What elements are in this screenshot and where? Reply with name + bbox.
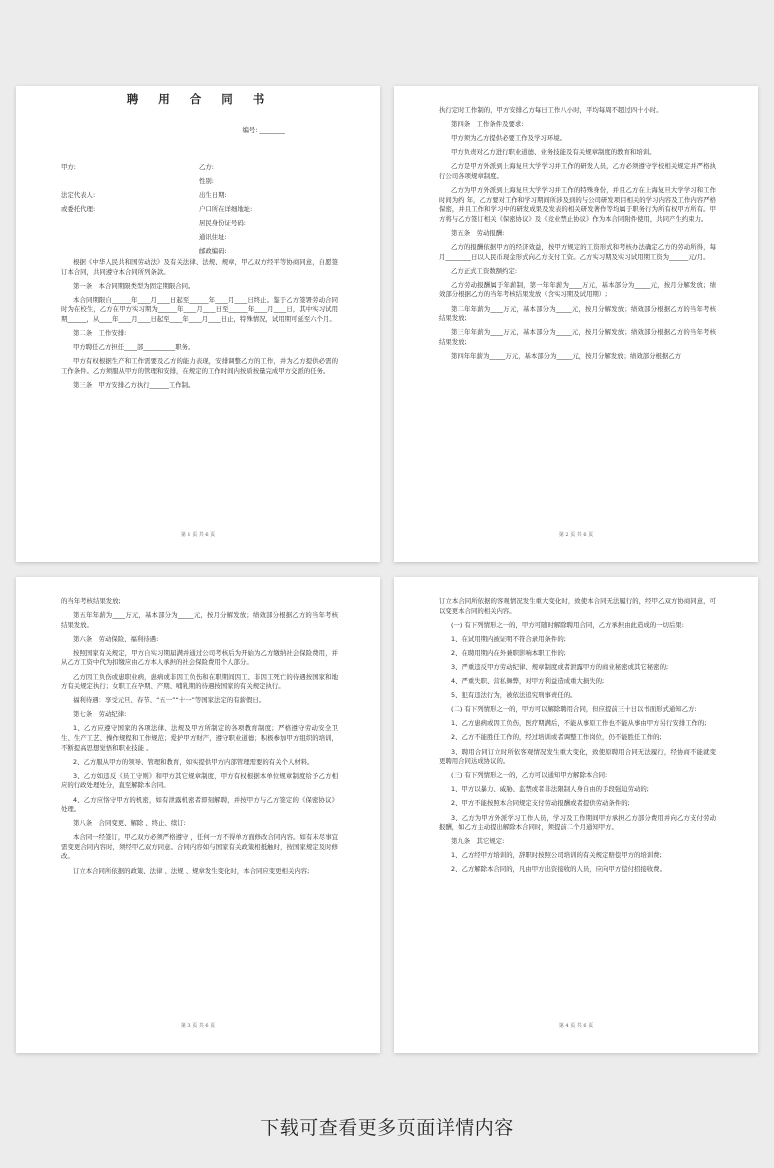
- party-row: [61, 174, 338, 188]
- party-label-left: [61, 244, 199, 258]
- paragraph: 第五年年薪为____万元，基本部分为_____元，按月分解发放；绩效部分根据乙方的当年考核结果发放。: [61, 611, 338, 629]
- paragraph: 甲方负责对乙方进行职业道德、业务技能及有关规章制度的教育和培训。: [451, 148, 656, 157]
- paragraph: 乙方因工负伤或患职业病，患病或非因工负伤和在职期间因工、非因工死亡的待遇按国家和地方有关规定执行；女职工在孕期、产期、哺乳期的待遇按国家的有关规定执行。: [61, 672, 338, 691]
- paragraph: 2、乙方不能胜任工作的，经过培训或者调整工作岗位，仍不能胜任工作的;: [451, 733, 662, 742]
- paragraph: 按照国家有关规定，甲方自实习期届满并通过公司考核后为开始为乙方缴纳社会保险费用，并从乙方工资中代为扣缴应由乙方本人承担的社会保险费用个人部分。: [61, 648, 338, 667]
- party-label-right: 邮政编码:: [199, 247, 227, 255]
- paragraph: 第二年年薪为____万元，基本部分为_____元，按月分解发放；绩效部分根据乙方的当年考核结果发放;: [439, 304, 716, 323]
- paragraph: 4、乙方应恪守甲方的机密，如有泄露机密者即刻解聘，并按甲方与乙方签定的《保密协议》处理。: [61, 795, 338, 814]
- party-label-left: 法定代表人:: [61, 191, 96, 199]
- document-page-2: [394, 86, 758, 562]
- document-page-4: [394, 577, 758, 1053]
- paragraph: 福利待遇：享受元旦、春节、“五一”“十一”等国家法定的有薪假日。: [73, 696, 266, 705]
- paragraph: 第四条 工作条件及要求:: [451, 120, 524, 129]
- paragraph: 1、甲方以暴力、威胁、监禁或者非法限制人身自由的手段强迫劳动的;: [451, 785, 649, 794]
- paragraph: 1、乙方经甲方培训的，辞职时按照公司培训的有关规定赔偿甲方的培训费;: [451, 851, 662, 860]
- paragraph: 本合同一经签订，甲乙双方必须严格遵守 ，任何一方不得单方面修改合同内容。如有未尽事宜需变更合同内容时，须经甲乙双方同意。合同内容如与国家有关政策相抵触时，按国家规定及时修改。: [61, 833, 338, 861]
- party-row: [61, 244, 338, 258]
- paragraph: 3、聘用合同订立时所依客观情况发生重大变化，致使原聘用合同无法履行，经协商不能就变更聘用合同达成协议的。: [439, 747, 716, 766]
- party-label-right: 性别:: [199, 177, 214, 185]
- party-row: [61, 216, 338, 230]
- paragraph: 订立本合同所依据的客观情况发生重大变化时，致使本合同无法履行的，经甲乙双方协商同意，可以变更本合同的相关内容。: [439, 597, 716, 615]
- paragraph: 第九条 其它规定:: [451, 837, 505, 846]
- paragraph: 乙方劳动报酬属于年薪制，第一年年薪为____万元，基本部分为_____元，按月分解发放；绩效部分根据乙方的当年考核结果发放（含实习期及试用期）;: [439, 280, 716, 299]
- page-number: 第 2 页 共 6 页: [558, 532, 594, 538]
- paragraph: 根据《中华人民共和国劳动法》及有关法律、法规、规章，甲乙双方经平等协商同意，自愿签订本合同，共同遵守本合同所列条款。: [61, 258, 338, 276]
- paragraph: 本合同期限自______年____月____日起至______年____月____日终止。鉴于乙方签署劳动合同时为在校生，乙方在甲方实习期为______年____月____日至______年____月____日，其中实习试用期______，从____年____月____日起至____年____月____日止，特殊情况，试用期可延至六个月。: [61, 295, 338, 323]
- page-number: 第 1 页 共 6 页: [180, 532, 216, 538]
- paragraph: 的当年考核结果发放;: [61, 597, 121, 605]
- document-page-3: [16, 577, 380, 1053]
- paragraph: 2、在聘用期内在外兼职影响本职工作的;: [451, 648, 566, 657]
- party-row: [61, 230, 338, 244]
- paragraph: 乙方正式工资数额约定:: [451, 266, 518, 275]
- party-row: [61, 188, 338, 202]
- paragraph: 甲方有权根据生产和工作需要及乙方的能力表现，安排调整乙方的工作，并为乙方提供必需的工作条件。乙方须服从甲方的管理和安排，在规定的工作时间内按质按量完成甲方交派的任务。: [61, 357, 338, 375]
- page-number: 第 4 页 共 6 页: [558, 1023, 594, 1029]
- document-title: 聘 用 合 同 书: [126, 92, 273, 106]
- party-row: [61, 202, 338, 216]
- paragraph: 第五条 劳动报酬:: [451, 228, 505, 237]
- party-label-left: 或委托代理:: [61, 205, 96, 213]
- paragraph: 1、在试用期内被证明不符合录用条件的;: [451, 634, 566, 643]
- page-content: [61, 86, 338, 395]
- party-row: [61, 160, 338, 174]
- paragraph: 第一条 本合同期限类型为固定期限合同。: [73, 281, 195, 290]
- party-info-table: [61, 160, 338, 258]
- party-label-right: 通讯住址:: [199, 233, 227, 241]
- paragraph: 2、乙方解除本合同的，凡由甲方出资接收的人员，应向甲方偿付招接收费。: [451, 865, 666, 874]
- paragraph: 甲方聘任乙方担任____部__________职务。: [73, 343, 195, 352]
- party-label-left: 甲方:: [61, 163, 76, 171]
- paragraph: 1、乙方患病或因工负伤，医疗期满后，不能从事原工作也不能从事由甲方另行安排工作的;: [451, 719, 707, 728]
- party-label-right: 居民身份证号码:: [199, 219, 246, 227]
- paragraph: 第三年年薪为____万元，基本部分为_____元，按月分解发放；绩效部分根据乙方的当年考核结果发放;: [439, 328, 716, 346]
- paragraph: 执行定时工作制的，甲方安排乙方每日工作八小时，平均每周不超过四十小时。: [439, 106, 663, 114]
- paragraph: 第三条 甲方安排乙方执行______工作制。: [73, 380, 195, 389]
- page-paragraphs: [61, 258, 338, 391]
- paragraph: (一) 有下列情形之一的，甲方可随时解除聘用合同，乙方承担由此造成的一切后果:: [451, 620, 684, 629]
- paragraph: 4、严重失职、营私舞弊，对甲方利益造成重大损失的;: [451, 677, 605, 686]
- paragraph: 第二条 工作安排:: [73, 329, 127, 338]
- download-caption: 下载可查看更多页面详情内容: [260, 1117, 514, 1139]
- party-label-right: 出生日期:: [199, 191, 227, 199]
- party-label-left: [61, 174, 199, 188]
- paragraph: (三) 有下列情形之一的，乙方可以通知甲方解除本合同:: [451, 771, 608, 780]
- page-paragraphs: [439, 597, 716, 879]
- party-label-left: [61, 230, 199, 244]
- party-label-left: [61, 216, 199, 230]
- document-page-1: [16, 86, 380, 562]
- paragraph: 2、乙方服从甲方的领导、管理和教育，如实提供甲方内部管理需要的有关个人材料。: [73, 757, 314, 766]
- paragraph: 订立本合同所依据的政策、法律 、法规 、规章发生变化时，本合同应变更相关内容;: [73, 866, 310, 875]
- paragraph: 第八条 合同变更、解除 、终止、续订:: [73, 819, 186, 828]
- paragraph: 3、严重违反甲方劳动纪律、规章制度或者泄露甲方的商业秘密或其它秘密的;: [451, 662, 669, 671]
- page-paragraphs: [439, 106, 716, 366]
- page-number: 第 3 页 共 6 页: [180, 1023, 216, 1029]
- party-label-right: 户口所在详细地址:: [199, 205, 253, 213]
- page-paragraphs: [61, 597, 338, 881]
- paragraph: 甲方须为乙方提供必要工作及学习环境。: [451, 134, 567, 143]
- paragraph: 乙方为甲方外派到上海复旦大学学习并工作的特殊身份，并且乙方在上海复旦大学学习和工作时间为约 年，乙方要对工作和学习期间所涉及到的与公司研发项目相关的学习内容及工作内容严格保密，并且工作和学习中的研发成果及发表的相关研发著作等均属于职务行为所有权甲方所有。甲方将与乙方签订相关《保密协议》及《竞业禁止协议》作为本合同附件使用，共同产生约束力。: [439, 186, 716, 223]
- paragraph: 第六条 劳动保险、福利待遇:: [73, 634, 159, 643]
- paragraph: 乙方是甲方外派到上海复旦大学学习并工作的研发人员，乙方必须遵守学校相关规定并严格执行公司各项规章制度。: [439, 162, 716, 180]
- paragraph: 2、甲方不能按照本合同规定支付劳动报酬或者提供劳动条件的;: [451, 799, 630, 808]
- paragraph: 乙方的报酬依据甲方的经济效益，按甲方规定的工资形式和考核办法确定乙方的劳动所得，每月________日以人民币现金形式向乙方支付工资。乙方实习期及实习试用期工资为______元/月。: [439, 243, 716, 261]
- paragraph: 3、乙方如违反《员工守则》和甲方其它规章制度，甲方有权根据本单位规章制度给予乙方相应的行政处理处分，直至解除本合同。: [61, 771, 338, 790]
- paragraph: 第四年年薪为_____万元，基本部分为_____元，按月分解发放；绩效部分根据乙方: [451, 351, 682, 360]
- paragraph: 3、乙方为甲方外派学习工作人员，学习及工作期间甲方承担乙方部分费用并向乙方支付劳动报酬，如乙方主动提出解除本合同时，须提前二个月通知甲方。: [439, 813, 716, 832]
- paragraph: 1、乙方应遵守国家的各项法律、法规及甲方所制定的各项教育制度；严格遵守劳动安全卫生、生产工艺、操作规程和工作规范；爱护甲方财产，遵守职业道德；积极参加甲方组织的培训，不断提高思想觉悟和职业技能 。: [61, 724, 338, 752]
- paragraph: (二) 有下列情形之一的，甲方可以解除聘用合同，但应提前三十日以书面形式通知乙方:: [451, 705, 697, 714]
- paragraph: 第七条 劳动纪律:: [73, 710, 127, 719]
- party-label-right: 乙方:: [199, 163, 214, 171]
- document-number: 编号: ________: [242, 126, 285, 134]
- paragraph: 5、犯有违法行为，被依法追究刑事责任的。: [451, 691, 577, 700]
